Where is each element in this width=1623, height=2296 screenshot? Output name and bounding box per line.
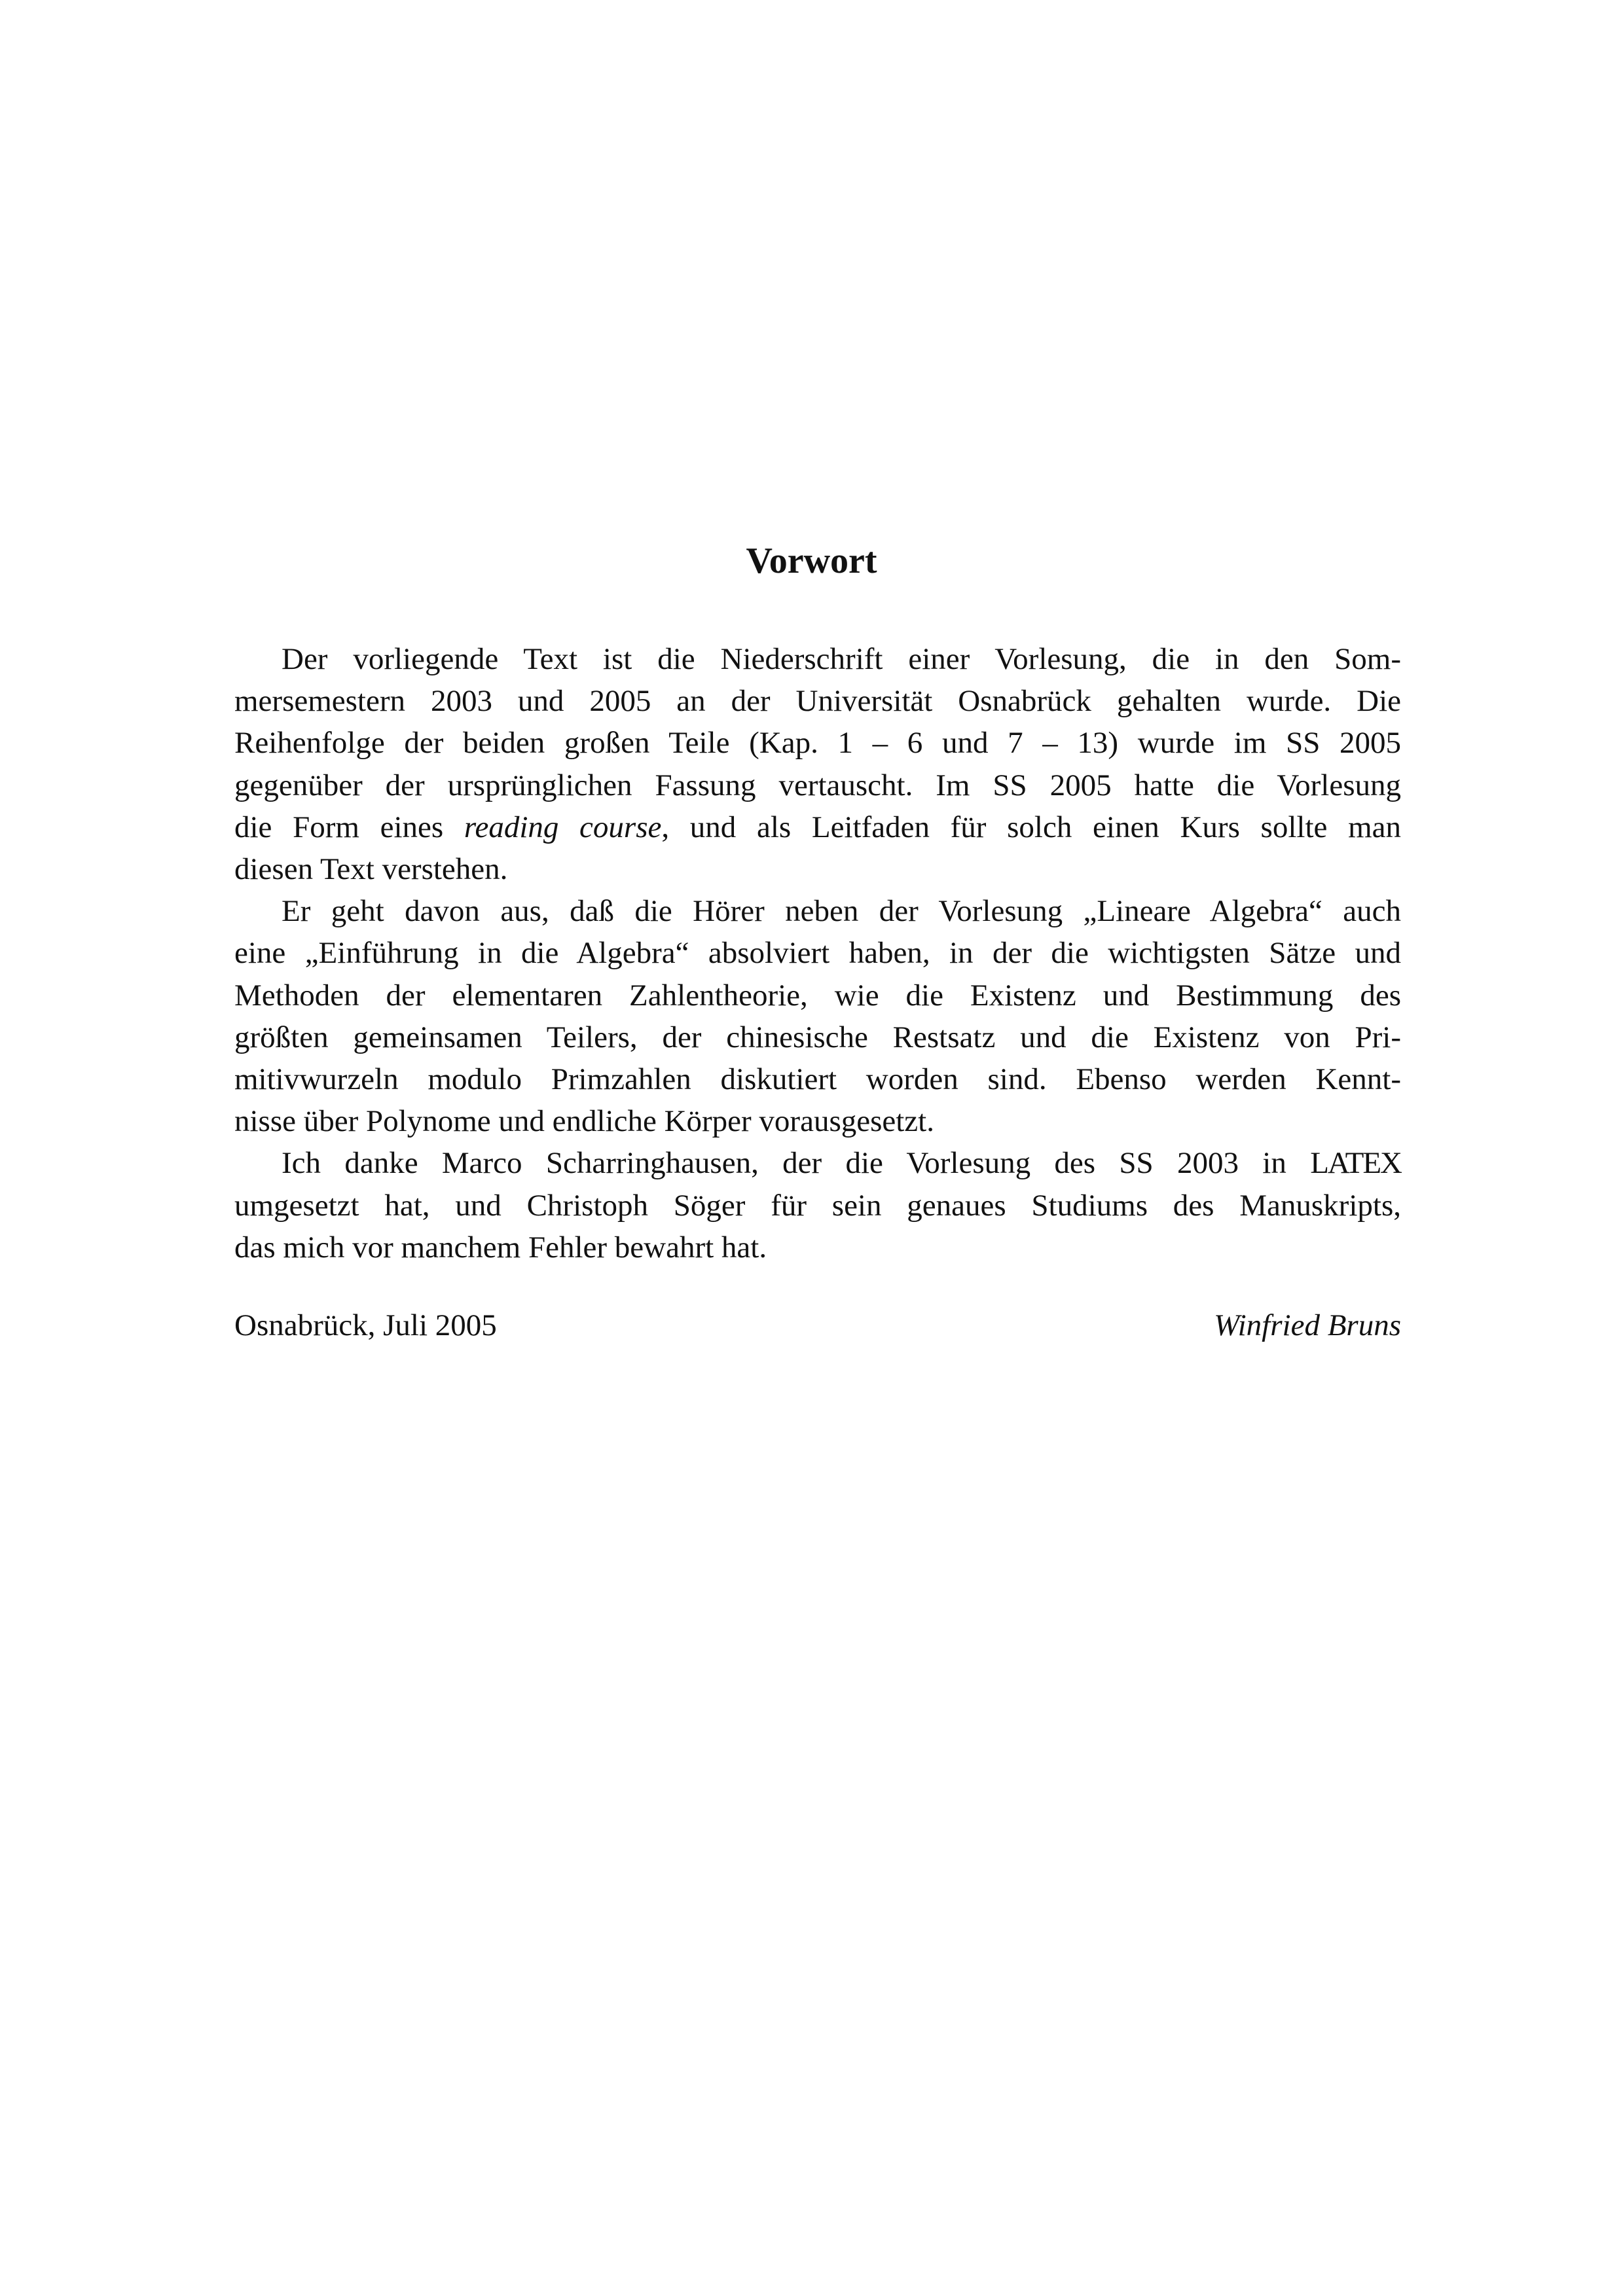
place-date: Osnabrück, Juli 2005 bbox=[234, 1308, 497, 1342]
paragraph-1-line-5 bbox=[234, 806, 1401, 848]
paragraph-3-line-1 bbox=[234, 1142, 1401, 1184]
line-5-suffix: , und als Leitfaden für solch einen Kurs sollte man bbox=[661, 810, 1401, 844]
paragraph-1-line-3: Reihenfolge der beiden großen Teile (Kap. 1 – 6 und 7 – 13) wurde im SS 2005 bbox=[234, 726, 1401, 761]
paragraph-3 bbox=[234, 1142, 1401, 1268]
paragraph-2-line-6: nisse über Polynome und endliche Körper vorausgesetzt. bbox=[234, 1104, 934, 1139]
paragraph-3-line-3: das mich vor manchem Fehler bewahrt hat. bbox=[234, 1230, 767, 1265]
paragraph-2-line-1: Er geht davon aus, daß die Hörer neben der Vorlesung „Lineare Algebra“ auch bbox=[282, 894, 1401, 929]
paragraph-3-line-1-text: Ich danke Marco Scharringhausen, der die Vorlesung des SS 2003 in bbox=[282, 1146, 1311, 1181]
paragraph-3-line-2: umgesetzt hat, und Christoph Söger für sein genaues Studiums des Manuskripts, bbox=[234, 1188, 1401, 1223]
paragraph-1 bbox=[234, 638, 1401, 890]
author-name: Winfried Bruns bbox=[1214, 1308, 1401, 1342]
preface-body bbox=[234, 638, 1401, 1268]
paragraph-2 bbox=[234, 890, 1401, 1142]
latex-logo: LATEX bbox=[1310, 1146, 1401, 1181]
paragraph-2-line-5: mitivwurzeln modulo Primzahlen diskutiert worden sind. Ebenso werden Kennt- bbox=[234, 1062, 1401, 1097]
paragraph-2-line-2: eine „Einführung in die Algebra“ absolviert haben, in der die wichtigsten Sätze und bbox=[234, 936, 1401, 971]
page-title: Vorwort bbox=[746, 541, 877, 581]
paragraph-1-line-2: mersemestern 2003 und 2005 an der Universität Osnabrück gehalten wurde. Die bbox=[234, 684, 1401, 719]
paragraph-1-line-1: Der vorliegende Text ist die Niederschrift einer Vorlesung, die in den Som- bbox=[282, 642, 1401, 676]
emphasis-reading-course: reading course bbox=[464, 810, 662, 844]
line-5-prefix: die Form eines bbox=[234, 810, 464, 844]
paragraph-2-line-4: größten gemeinsamen Teilers, der chinesische Restsatz und die Existenz von Pri- bbox=[234, 1020, 1401, 1054]
paragraph-1-line-6: diesen Text verstehen. bbox=[234, 852, 508, 887]
paragraph-2-line-3: Methoden der elementaren Zahlentheorie, wie die Existenz und Bestimmung des bbox=[234, 978, 1401, 1013]
signoff bbox=[234, 1304, 1401, 1346]
paragraph-1-line-4: gegenüber der ursprünglichen Fassung vertauscht. Im SS 2005 hatte die Vorlesung bbox=[234, 768, 1401, 802]
